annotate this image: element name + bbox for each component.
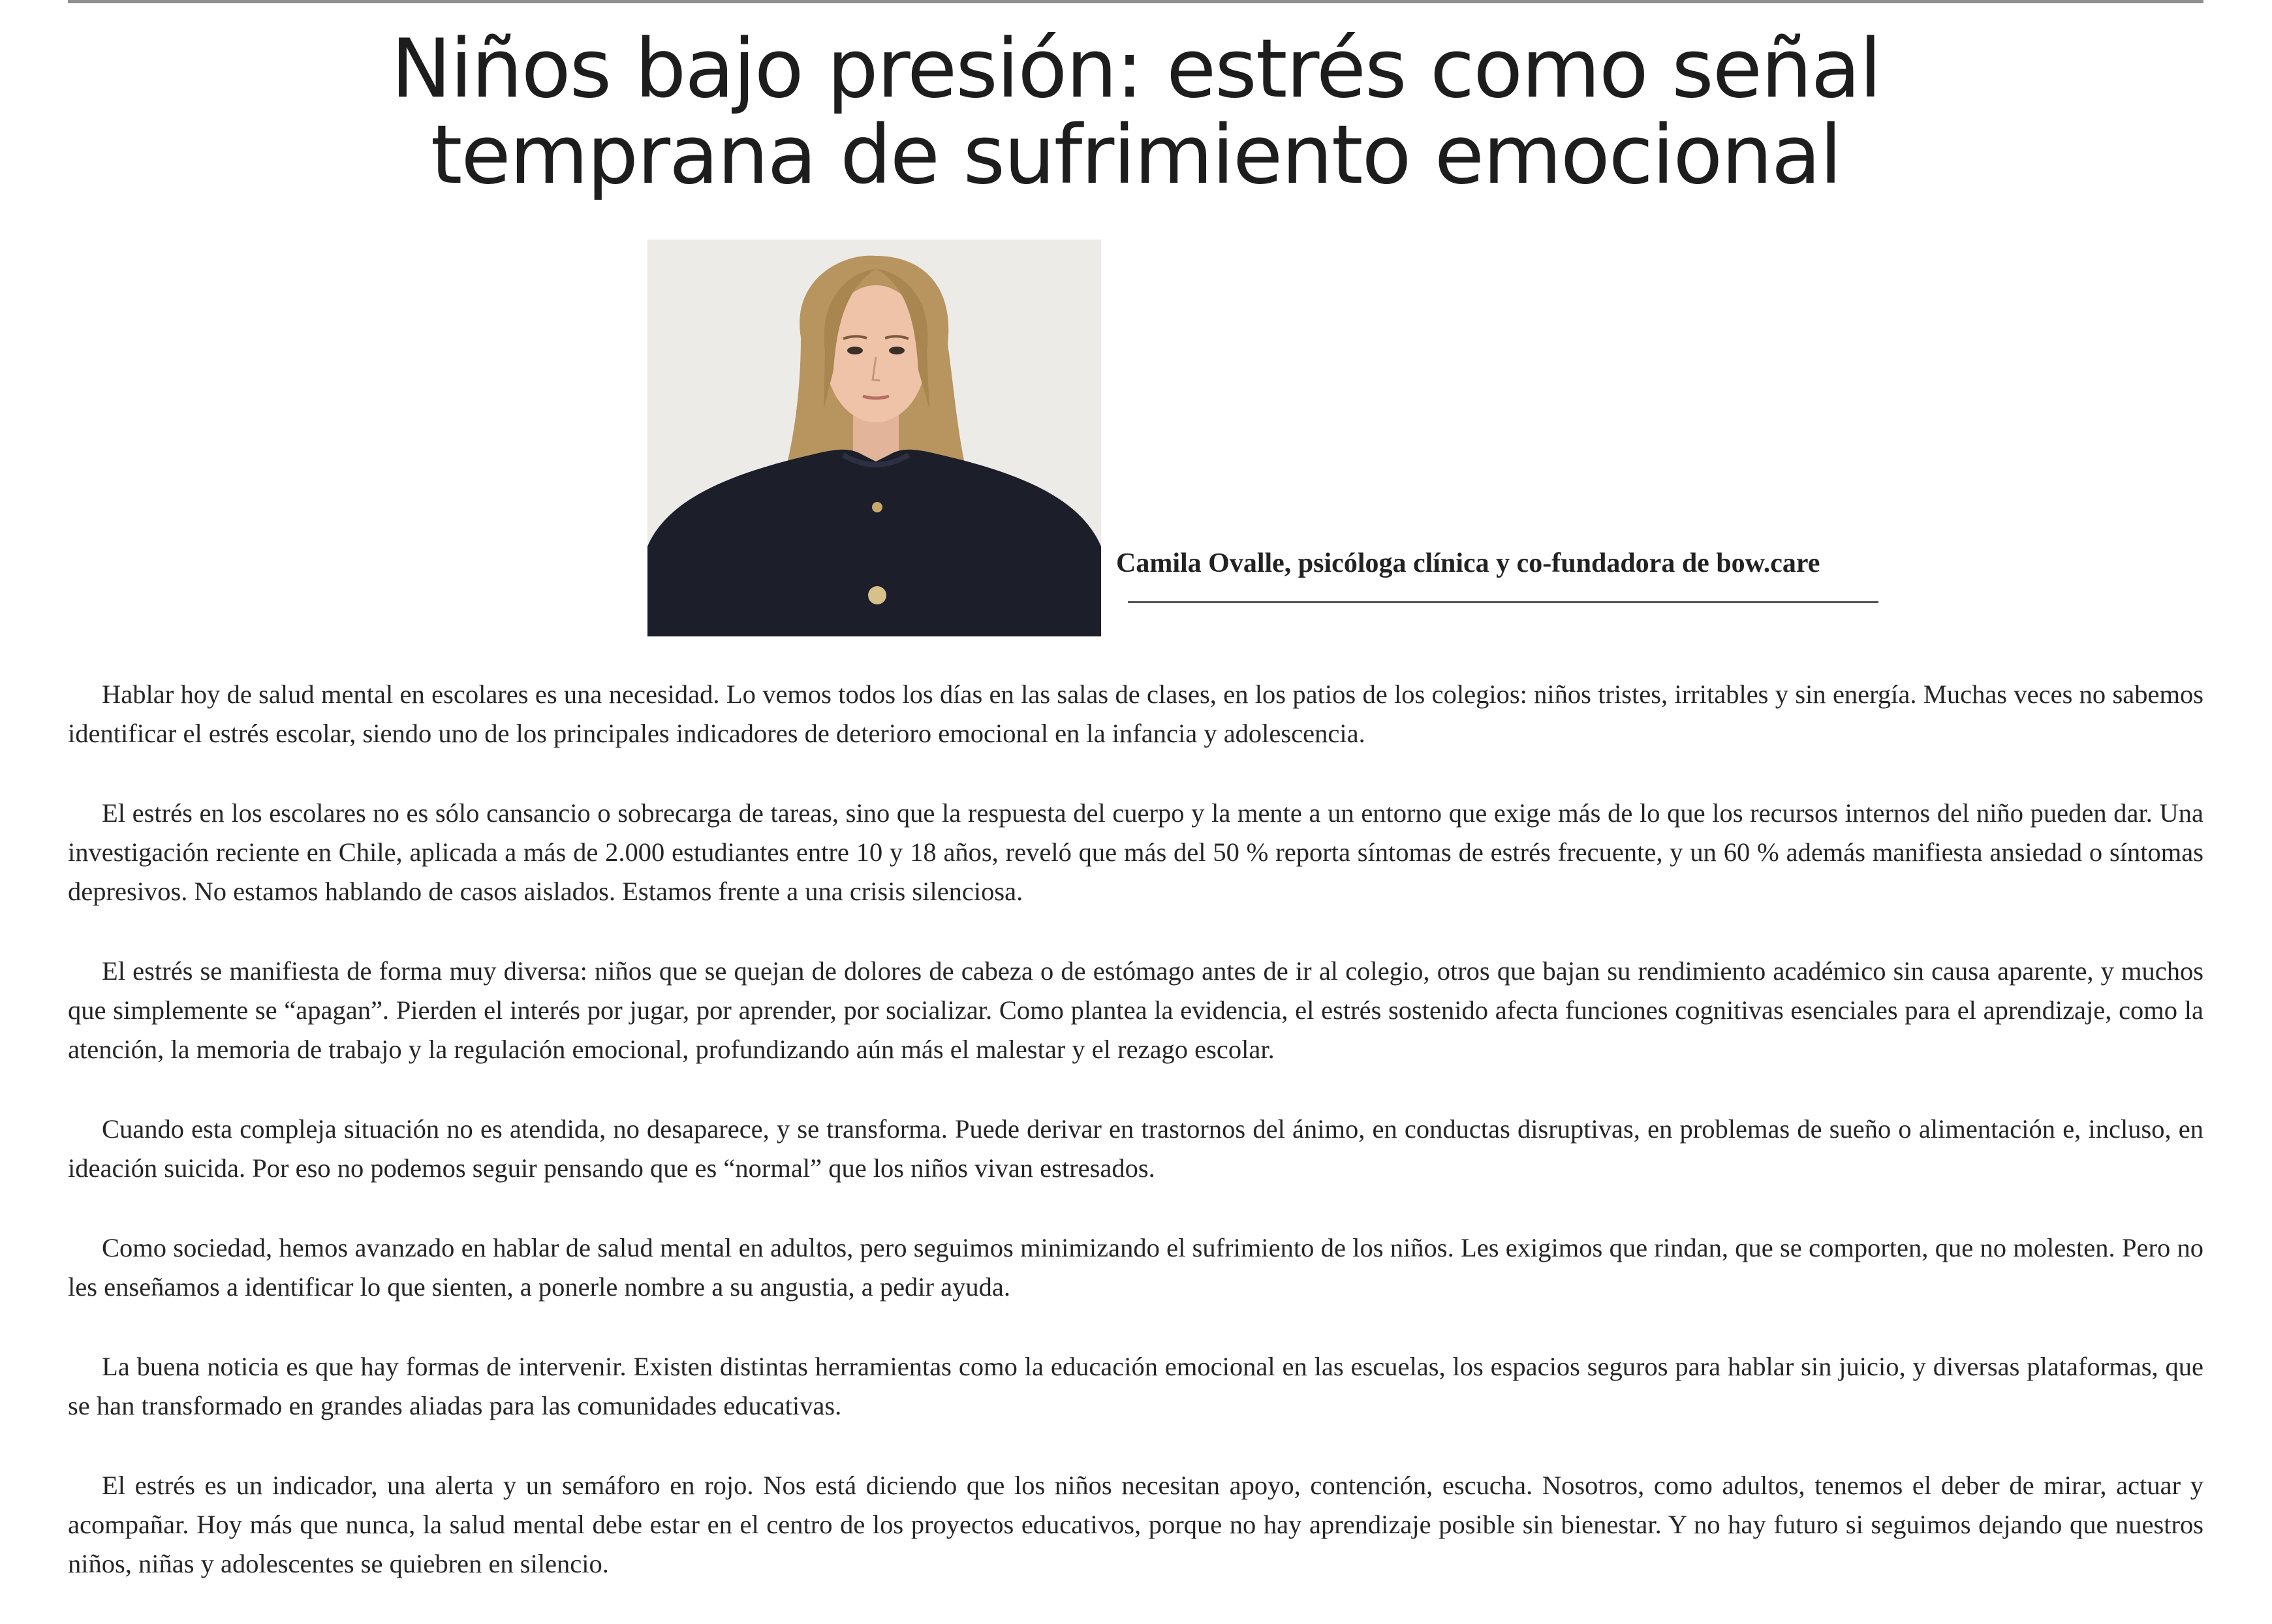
article-paragraph: Cuando esta compleja situación no es atendida, no desaparece, y se transforma. Puede derivar en trastornos del ánimo, en conductas disruptivas, en problemas de sueño o alimentación e, incluso, en ideación suicida. Por eso no podemos seguir pensando que es “normal” que los niños vivan estresados. bbox=[68, 1114, 2203, 1183]
article-paragraph: La buena noticia es que hay formas de intervenir. Existen distintas herramientas como la educación emocional en las escuelas, los espacios seguros para hablar sin juicio, y diversas plataformas, que se han transformado en grandes aliadas para las comunidades educativas. bbox=[68, 1352, 2203, 1420]
top-divider bbox=[68, 0, 2203, 3]
article-paragraph: Hablar hoy de salud mental en escolares es una necesidad. Lo vemos todos los días en las salas de clases, en los patios de los colegios: niños tristes, irritables y sin energía. Muchas veces no sabemos identificar el estrés escolar, siendo uno de los principales indicadores de deterioro emocional en la infancia y adolescencia. bbox=[68, 679, 2203, 748]
article-headline bbox=[68, 22, 2203, 202]
article-paragraph: El estrés es un indicador, una alerta y un semáforo en rojo. Nos está diciendo que los niños necesitan apoyo, contención, escucha. Nosotros, como adultos, tenemos el deber de mirar, actuar y acompañar. Hoy más que nunca, la salud mental debe estar en el centro de los proyectos educativos, porque no hay aprendizaje posible sin bienestar. Y no hay futuro si seguimos dejando que nuestros niños, niñas y adolescentes se quiebren en silencio. bbox=[68, 1471, 2203, 1578]
article-body bbox=[68, 675, 2203, 1624]
caption-underline bbox=[1128, 601, 1878, 603]
article-paragraph: El estrés en los escolares no es sólo cansancio o sobrecarga de tareas, sino que la respuesta del cuerpo y la mente a un entorno que exige más de lo que los recursos internos del niño pueden dar. Una investigación reciente en Chile, aplicada a más de 2.000 estudiantes entre 10 y 18 años, reveló que más del 50 % reporta síntomas de estrés frecuente, y un 60 % además manifiesta ansiedad o síntomas depresivos. No estamos hablando de casos aislados. Estamos frente a una crisis silenciosa. bbox=[68, 798, 2203, 906]
author-portrait-photo bbox=[647, 240, 1101, 636]
article-paragraph: El estrés se manifiesta de forma muy diversa: niños que se quejan de dolores de cabeza o de estómago antes de ir al colegio, otros que bajan su rendimiento académico sin causa aparente, y muchos que simplemente se “apagan”. Pierden el interés por jugar, por aprender, por socializar. Como plantea la evidencia, el estrés sostenido afecta funciones cognitivas esenciales para el aprendizaje, como la atención, la memoria de trabajo y la regulación emocional, profundizando aún más el malestar y el rezago escolar. bbox=[68, 956, 2203, 1064]
photo-caption: Camila Ovalle, psicóloga clínica y co-fundadora de bow.care bbox=[1116, 548, 1820, 578]
headline-line-1: Niños bajo presión: estrés como señal bbox=[390, 22, 1881, 116]
headline-line-2: temprana de sufrimiento emocional bbox=[430, 108, 1841, 202]
article-paragraph: Como sociedad, hemos avanzado en hablar de salud mental en adultos, pero seguimos minimizando el sufrimiento de los niños. Les exigimos que rindan, que se comporten, que no molesten. Pero no les enseñamos a identificar lo que sienten, a ponerle nombre a su angustia, a pedir ayuda. bbox=[68, 1233, 2203, 1302]
